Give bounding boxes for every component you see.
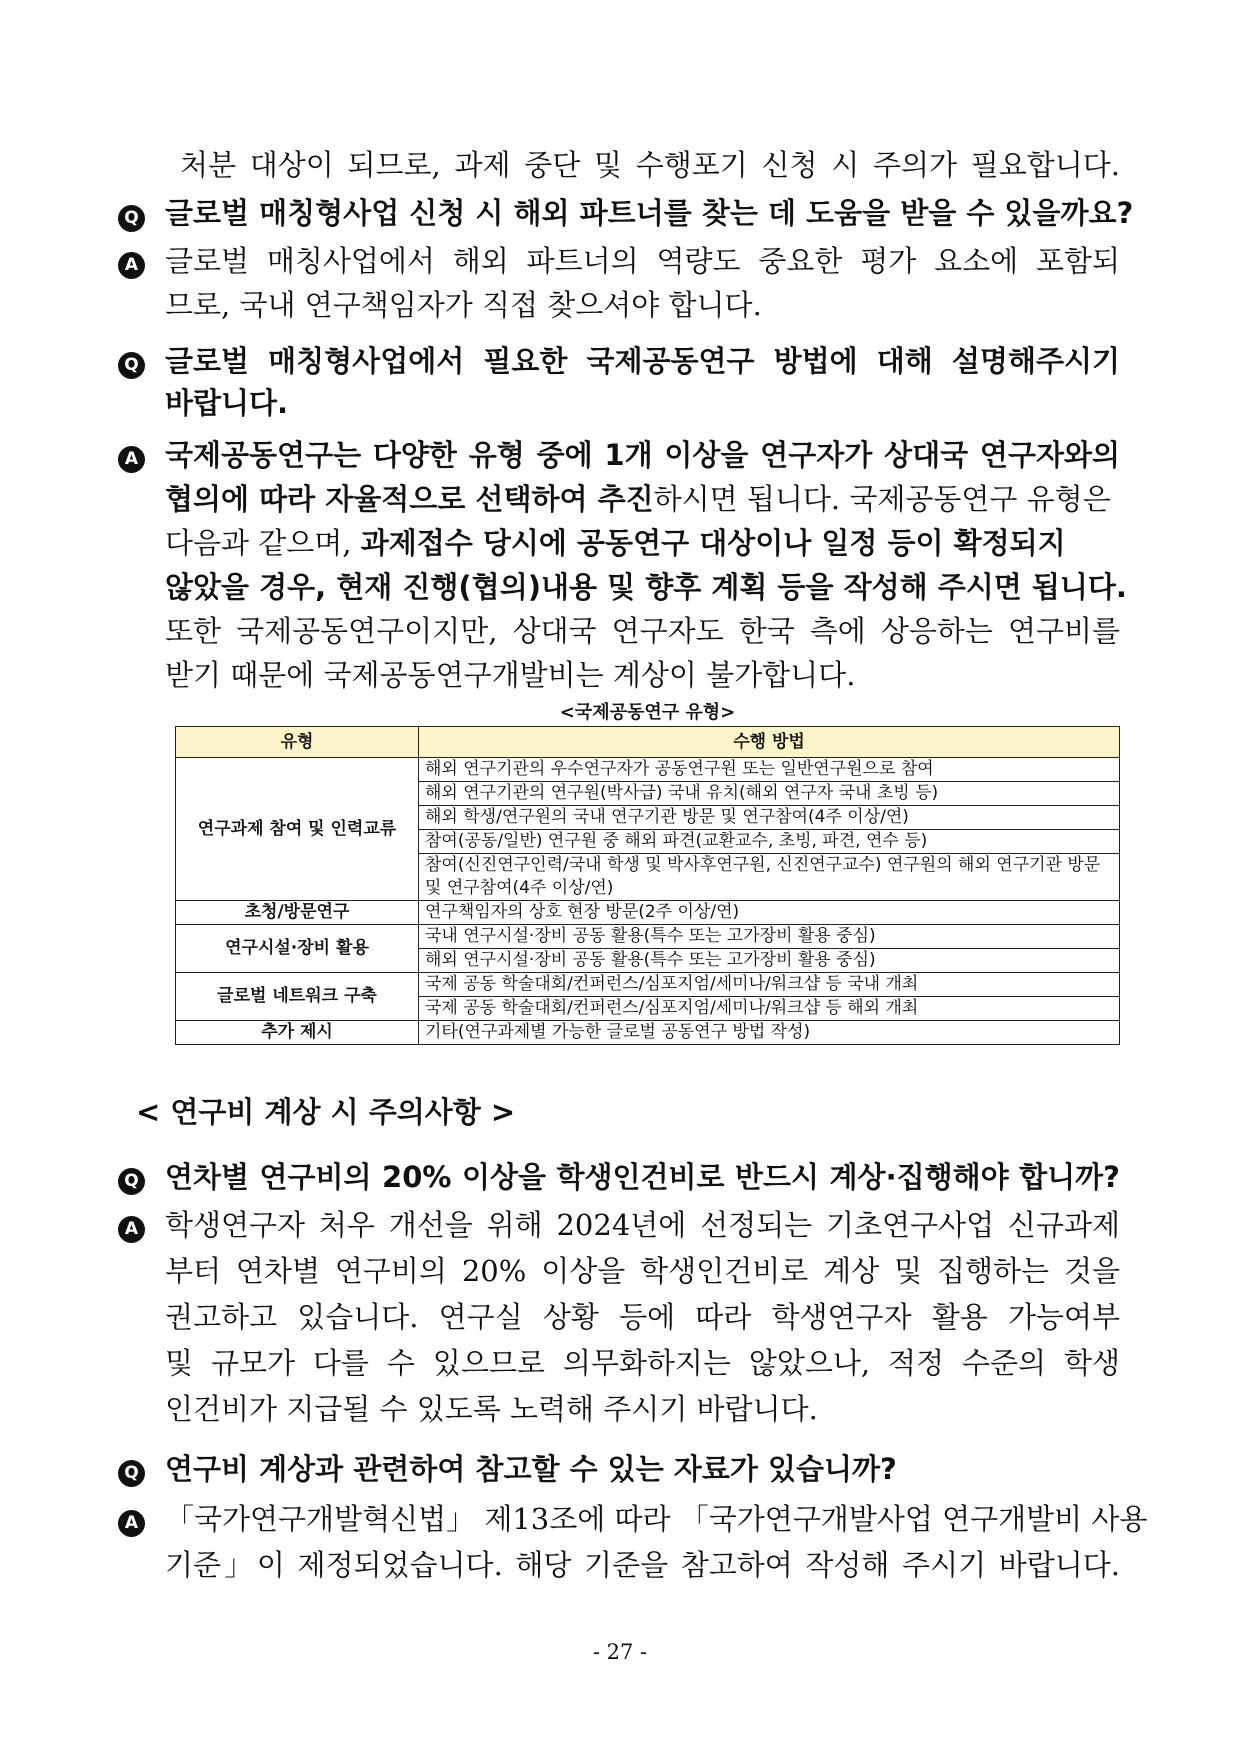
question-2-line: 바랍니다. [165,386,289,420]
answer-2-mark [118,434,145,476]
answer-2-line: 또한 국제공동연구이지만, 상대국 연구자도 한국 측에 상응하는 연구비를 [165,614,1120,648]
method-cell: 참여(신진연구인력/국내 학생 및 박사후연구원, 신진연구교수) 연구원의 해외 연구기관 방문 및 연구참여(4주 이상/연) [419,854,1120,901]
answer-3-line: 학생연구자 처우 개선을 위해 2024년에 선정되는 기초연구사업 신규과제 [165,1208,1120,1242]
table-row [176,758,1120,782]
type-cell: 연구시설·장비 활용 [176,925,419,973]
question-4-text: 연구비 계상과 관련하여 참고할 수 있는 자료가 있습니까? [165,1452,897,1486]
method-cell: 기타(연구과제별 가능한 글로벌 공동연구 방법 작성) [419,1021,1120,1045]
page-number: - 27 - [592,1640,648,1664]
answer-2-line: 국제공동연구는 다양한 유형 중에 1개 이상을 연구자가 상대국 연구자와의 [165,438,1120,472]
answer-4-mark [118,1498,145,1540]
question-2-line: 글로벌 매칭형사업에서 필요한 국제공동연구 방법에 대해 설명해주시기 [165,344,1120,378]
method-cell: 해외 연구기관의 우수연구자가 공동연구원 또는 일반연구원으로 참여 [419,758,1120,782]
header-method: 수행 방법 [419,727,1120,758]
question-1-text: 글로벌 매칭형사업 신청 시 해외 파트너를 찾는 데 도움을 받을 수 있을까요? [165,196,1134,230]
answer-1-line: 글로벌 매칭사업에서 해외 파트너의 역량도 중요한 평가 요소에 포함되 [165,244,1120,278]
question-3-mark [118,1156,145,1198]
table-caption: <국제공동연구 유형> [559,702,736,723]
answer-4-line: 기준」이 제정되었습니다. 해당 기준을 참고하여 작성해 주시기 바랍니다. [165,1548,1120,1582]
method-cell: 연구책임자의 상호 현장 방문(2주 이상/연) [419,901,1120,925]
answer-2-line: 받기 때문에 국제공동연구개발비는 계상이 불가합니다. [165,658,856,692]
question-1 [118,192,145,234]
method-cell: 해외 학생/연구원의 국내 연구기관 방문 및 연구참여(4주 이상/연) [419,806,1120,830]
question-4-mark [118,1448,145,1490]
method-cell: 국제 공동 학술대회/컨퍼런스/심포지엄/세미나/워크샵 등 해외 개최 [419,997,1120,1021]
a-mark-icon: A [118,1510,145,1537]
answer-1-mark [118,240,145,282]
answer-4-line: 「국가연구개발혁신법」 제13조에 따라 「국가연구개발사업 연구개발비 사용 [165,1502,1148,1536]
question-2-mark [118,340,145,382]
method-cell: 국내 연구시설·장비 공동 활용(특수 또는 고가장비 활용 중심) [419,925,1120,949]
method-cell: 해외 연구기관의 연구원(박사급) 국내 유치(해외 연구자 국내 초빙 등) [419,782,1120,806]
method-cell: 국제 공동 학술대회/컨퍼런스/심포지엄/세미나/워크샵 등 국내 개최 [419,973,1120,997]
intro-text: 처분 대상이 되므로, 과제 중단 및 수행포기 신청 시 주의가 필요합니다. [180,148,1120,182]
q-mark-icon: Q [118,205,145,232]
type-cell: 초청/방문연구 [176,901,419,925]
research-type-table [175,726,1120,1045]
answer-3-mark [118,1204,145,1246]
answer-3-line: 권고하고 있습니다. 연구실 상황 등에 따라 학생연구자 활용 가능여부 [165,1300,1120,1334]
answer-1-line: 므로, 국내 연구책임자가 직접 찾으셔야 합니다. [165,288,762,322]
answer-3-line: 및 규모가 다를 수 있으므로 의무화하지는 않았으나, 적정 수준의 학생 [165,1346,1120,1380]
answer-2-line: 협의에 따라 자율적으로 선택하여 추진하시면 됩니다. 국제공동연구 유형은 [165,482,1111,516]
answer-3-line: 인건비가 지급될 수 있도록 노력해 주시기 바랍니다. [165,1392,818,1426]
question-3-text: 연차별 연구비의 20% 이상을 학생인건비로 반드시 계상·집행해야 합니까? [165,1160,1120,1194]
table-row [176,1021,1120,1045]
method-cell: 참여(공동/일반) 연구원 중 해외 파견(교환교수, 초빙, 파견, 연수 등) [419,830,1120,854]
type-cell: 연구과제 참여 및 인력교류 [176,758,419,901]
answer-3-line: 부터 연차별 연구비의 20% 이상을 학생인건비로 계상 및 집행하는 것을 [165,1254,1120,1288]
type-cell: 추가 제시 [176,1021,419,1045]
section-title: < 연구비 계상 시 주의사항 > [136,1095,516,1129]
table-header-row [176,727,1120,758]
table-row [176,973,1120,997]
answer-2-line: 않았을 경우, 현재 진행(협의)내용 및 향후 계획 등을 작성해 주시면 됩니다. [165,570,1127,604]
method-cell: 해외 연구시설·장비 공동 활용(특수 또는 고가장비 활용 중심) [419,949,1120,973]
q-mark-icon: Q [118,1460,145,1487]
q-mark-icon: Q [118,352,145,379]
table-row [176,901,1120,925]
q-mark-icon: Q [118,1168,145,1195]
answer-2-line: 다음과 같으며, 과제접수 당시에 공동연구 대상이나 일정 등이 확정되지 [165,526,1066,560]
a-mark-icon: A [118,446,145,473]
a-mark-icon: A [118,1216,145,1243]
a-mark-icon: A [118,252,145,279]
header-type: 유형 [176,727,419,758]
type-cell: 글로벌 네트워크 구축 [176,973,419,1021]
table-row [176,925,1120,949]
